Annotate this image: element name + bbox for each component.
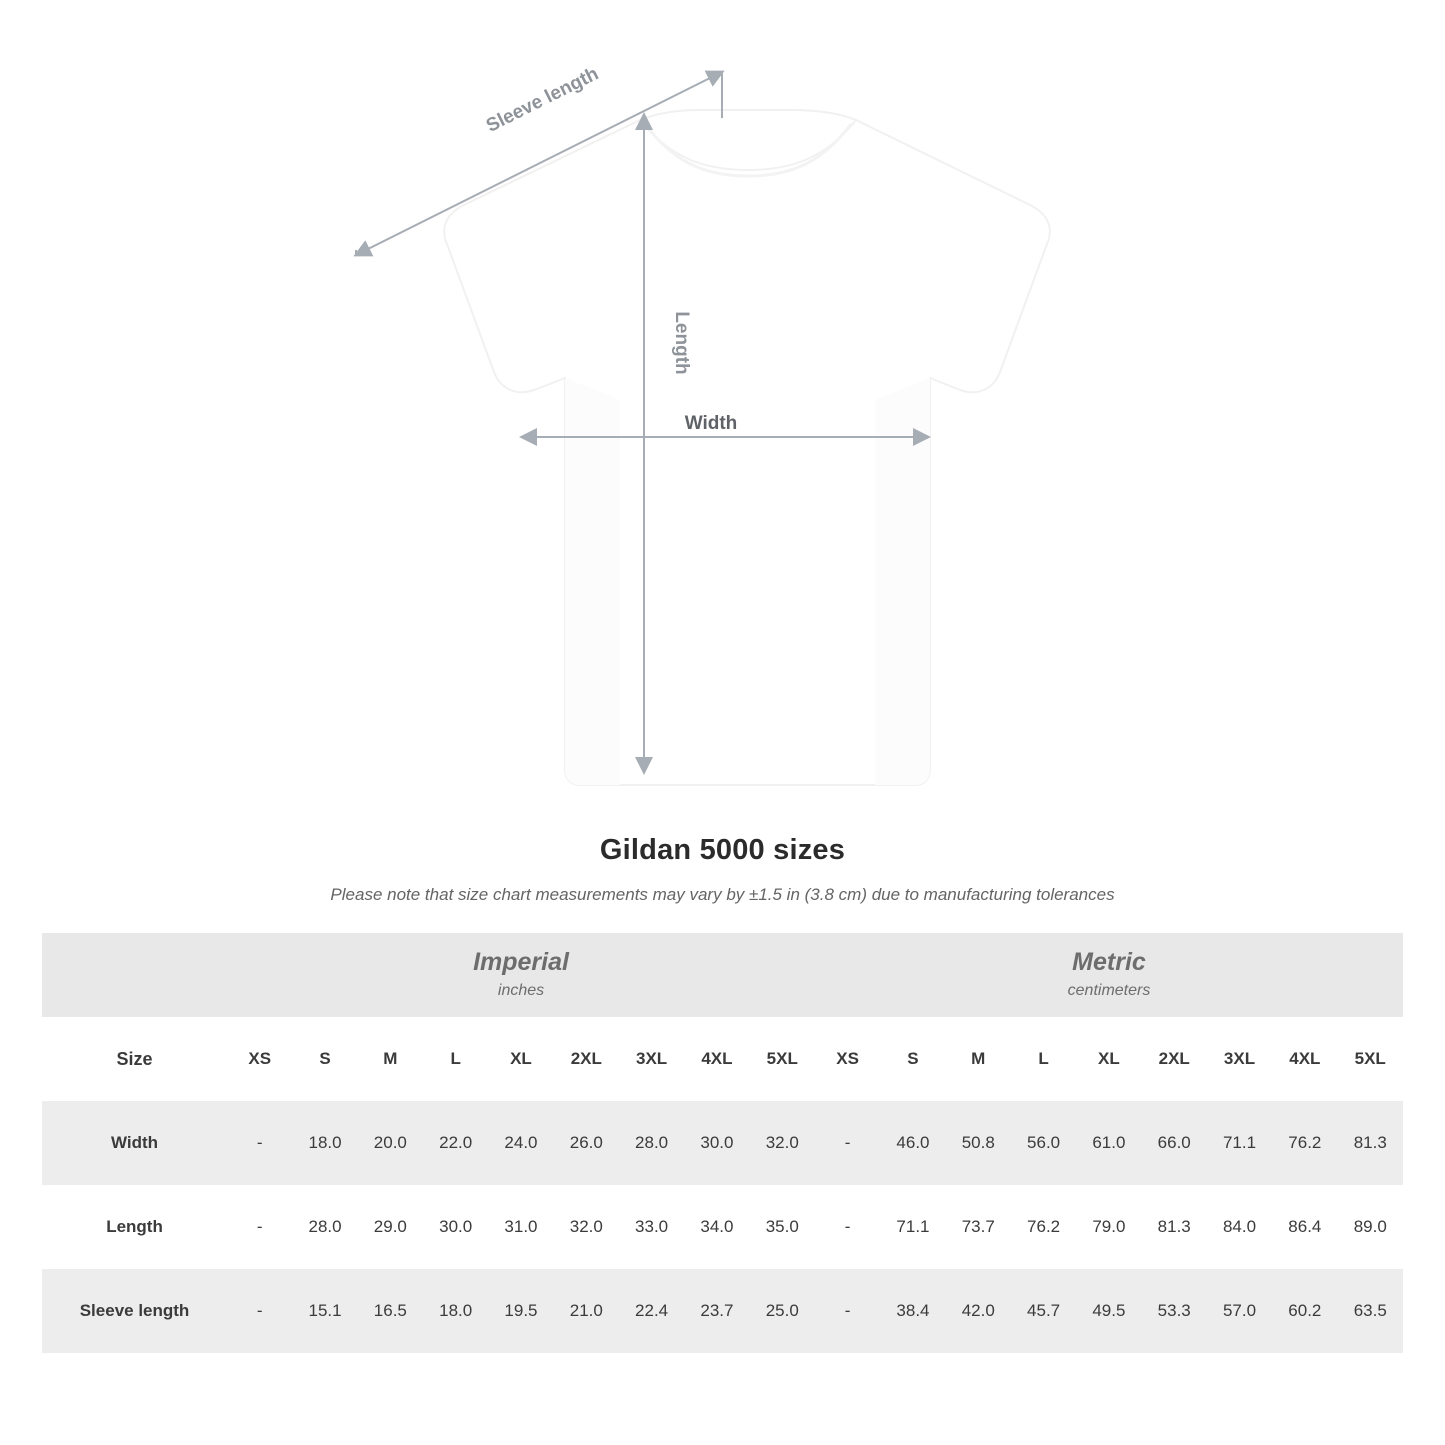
size-header-imperial-m: M xyxy=(358,1017,423,1101)
unit-group-imperial-sub: inches xyxy=(497,981,545,999)
sleeve-imperial-2xl: 21.0 xyxy=(554,1269,619,1353)
length-metric-s: 71.1 xyxy=(880,1185,945,1269)
size-header-row xyxy=(42,1017,1403,1101)
sleeve-imperial-4xl: 23.7 xyxy=(684,1269,749,1353)
size-header-metric-2xl: 2XL xyxy=(1142,1017,1207,1101)
tolerance-note: Please note that size chart measurements may vary by ±1.5 in (3.8 cm) due to manufacturing tolerances xyxy=(330,885,1115,904)
size-header-metric-s: S xyxy=(880,1017,945,1101)
sleeve-metric-s: 38.4 xyxy=(880,1269,945,1353)
size-header-imperial-s: S xyxy=(292,1017,357,1101)
unit-header-row xyxy=(42,933,1403,1017)
sleeve-imperial-m: 16.5 xyxy=(358,1269,423,1353)
sleeve-length-label: Sleeve length xyxy=(483,63,603,137)
width-metric-4xl: 76.2 xyxy=(1272,1101,1337,1185)
unit-group-metric-name: Metric xyxy=(1072,947,1146,976)
unit-group-metric xyxy=(815,933,1403,1017)
size-header-imperial-4xl: 4XL xyxy=(684,1017,749,1101)
sleeve-metric-5xl: 63.5 xyxy=(1337,1269,1403,1353)
length-imperial-2xl: 32.0 xyxy=(554,1185,619,1269)
length-metric-xs: - xyxy=(815,1185,880,1269)
sleeve-metric-m: 42.0 xyxy=(946,1269,1011,1353)
sleeve-imperial-5xl: 25.0 xyxy=(750,1269,815,1353)
size-header-imperial-3xl: 3XL xyxy=(619,1017,684,1101)
length-imperial-m: 29.0 xyxy=(358,1185,423,1269)
size-header-imperial-5xl: 5XL xyxy=(750,1017,815,1101)
width-imperial-3xl: 28.0 xyxy=(619,1101,684,1185)
sleeve-metric-2xl: 53.3 xyxy=(1142,1269,1207,1353)
sleeve-metric-3xl: 57.0 xyxy=(1207,1269,1272,1353)
unit-header-spacer xyxy=(42,933,227,1017)
width-imperial-l: 22.0 xyxy=(423,1101,488,1185)
width-metric-l: 56.0 xyxy=(1011,1101,1076,1185)
length-imperial-s: 28.0 xyxy=(292,1185,357,1269)
length-imperial-l: 30.0 xyxy=(423,1185,488,1269)
size-table-wrapper xyxy=(42,933,1403,1353)
page-title: Gildan 5000 sizes xyxy=(599,834,846,866)
sleeve-metric-l: 45.7 xyxy=(1011,1269,1076,1353)
length-metric-m: 73.7 xyxy=(946,1185,1011,1269)
length-metric-3xl: 84.0 xyxy=(1207,1185,1272,1269)
length-metric-xl: 79.0 xyxy=(1076,1185,1141,1269)
row-label-sleeve-length: Sleeve length xyxy=(42,1269,227,1353)
sleeve-imperial-xl: 19.5 xyxy=(488,1269,553,1353)
sleeve-imperial-s: 15.1 xyxy=(292,1269,357,1353)
width-imperial-2xl: 26.0 xyxy=(554,1101,619,1185)
length-metric-4xl: 86.4 xyxy=(1272,1185,1337,1269)
length-imperial-xl: 31.0 xyxy=(488,1185,553,1269)
width-imperial-5xl: 32.0 xyxy=(750,1101,815,1185)
unit-group-imperial xyxy=(227,933,815,1017)
width-imperial-xs: - xyxy=(227,1101,292,1185)
size-header-metric-3xl: 3XL xyxy=(1207,1017,1272,1101)
table-row xyxy=(42,1101,1403,1185)
width-imperial-4xl: 30.0 xyxy=(684,1101,749,1185)
table-row xyxy=(42,1269,1403,1353)
width-metric-xs: - xyxy=(815,1101,880,1185)
width-imperial-s: 18.0 xyxy=(292,1101,357,1185)
unit-group-imperial-name: Imperial xyxy=(473,947,569,976)
size-header-metric-xs: XS xyxy=(815,1017,880,1101)
length-imperial-4xl: 34.0 xyxy=(684,1185,749,1269)
size-header-imperial-xs: XS xyxy=(227,1017,292,1101)
sleeve-imperial-l: 18.0 xyxy=(423,1269,488,1353)
size-header-metric-4xl: 4XL xyxy=(1272,1017,1337,1101)
width-imperial-xl: 24.0 xyxy=(488,1101,553,1185)
row-label-length: Length xyxy=(42,1185,227,1269)
tshirt-shape xyxy=(444,110,1050,785)
sleeve-metric-xl: 49.5 xyxy=(1076,1269,1141,1353)
sleeve-metric-4xl: 60.2 xyxy=(1272,1269,1337,1353)
size-header-metric-xl: XL xyxy=(1076,1017,1141,1101)
title-block xyxy=(0,834,1445,905)
table-row xyxy=(42,1185,1403,1269)
length-imperial-xs: - xyxy=(227,1185,292,1269)
row-label-width: Width xyxy=(42,1101,227,1185)
unit-group-metric-sub: centimeters xyxy=(1067,981,1151,999)
width-label: Width xyxy=(684,413,738,434)
size-header-imperial-2xl: 2XL xyxy=(554,1017,619,1101)
size-header-metric-5xl: 5XL xyxy=(1337,1017,1403,1101)
size-header-metric-m: M xyxy=(946,1017,1011,1101)
size-table xyxy=(42,933,1403,1353)
width-metric-xl: 61.0 xyxy=(1076,1101,1141,1185)
length-label: Length xyxy=(671,311,692,375)
width-metric-m: 50.8 xyxy=(946,1101,1011,1185)
width-metric-s: 46.0 xyxy=(880,1101,945,1185)
length-metric-2xl: 81.3 xyxy=(1142,1185,1207,1269)
width-imperial-m: 20.0 xyxy=(358,1101,423,1185)
length-metric-l: 76.2 xyxy=(1011,1185,1076,1269)
length-imperial-3xl: 33.0 xyxy=(619,1185,684,1269)
sleeve-imperial-xs: - xyxy=(227,1269,292,1353)
sleeve-imperial-3xl: 22.4 xyxy=(619,1269,684,1353)
size-header-metric-l: L xyxy=(1011,1017,1076,1101)
width-metric-2xl: 66.0 xyxy=(1142,1101,1207,1185)
size-header-label: Size xyxy=(42,1017,227,1101)
length-metric-5xl: 89.0 xyxy=(1337,1185,1403,1269)
width-metric-5xl: 81.3 xyxy=(1337,1101,1403,1185)
length-imperial-5xl: 35.0 xyxy=(750,1185,815,1269)
size-header-imperial-xl: XL xyxy=(488,1017,553,1101)
width-metric-3xl: 71.1 xyxy=(1207,1101,1272,1185)
size-header-imperial-l: L xyxy=(423,1017,488,1101)
sleeve-metric-xs: - xyxy=(815,1269,880,1353)
